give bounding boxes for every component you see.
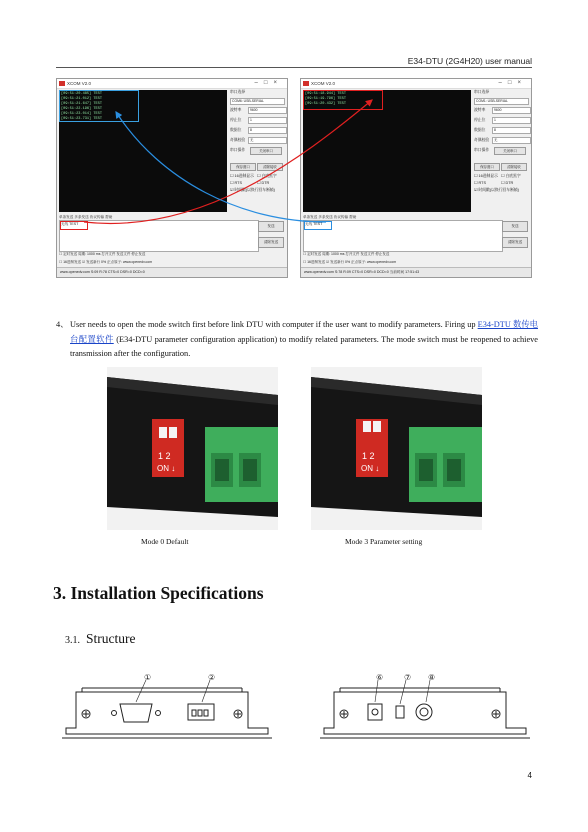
step-body (70, 318, 538, 362)
step-4-paragraph (56, 318, 538, 362)
marker-8: ⑧ (428, 673, 436, 682)
white-bg-checkbox[interactable]: ☐ 白底黑字 (257, 174, 277, 178)
clear-receive-button[interactable]: 清除接收 (501, 163, 527, 171)
mode-0-caption: Mode 0 Default (141, 537, 189, 546)
annotation-arrows (0, 0, 588, 300)
step-number: 4、 (56, 320, 69, 329)
baud-label: 波特率 (230, 108, 242, 112)
hex-display-checkbox[interactable]: ☐ 16进制显示 (474, 174, 498, 178)
switch-numbers: 1 2 (362, 451, 375, 461)
switch-icon (396, 706, 404, 718)
dtr-label: DTR (505, 181, 514, 185)
mode-3-photo (311, 367, 482, 530)
send-button[interactable]: 发送 (258, 221, 284, 232)
window-title: XCOM V2.0 (311, 81, 336, 86)
timestamp-checkbox[interactable]: ☑ 时间戳(以换行回车断帧) (474, 188, 519, 192)
timed-send-row[interactable]: ☐ 定时发送 周期: 1000 ms 打开文件 发送文件 停止发送 (59, 252, 146, 256)
rts-checkbox[interactable]: ☐ RTS (474, 181, 486, 185)
rts-label: RTS (234, 181, 242, 185)
clear-receive-button[interactable]: 清除接收 (257, 163, 283, 171)
timestamp-label: 时间戳(以换行回车断帧) (234, 188, 275, 192)
mode-3-caption: Mode 3 Parameter setting (345, 537, 423, 546)
parity-label: 奇偶校验 (230, 138, 246, 142)
white-bg-label: 白底黑字 (261, 174, 277, 178)
terminal-line: [09:51:23.014] TEST (61, 112, 102, 116)
timestamp-label: 时间戳(以换行回车断帧) (478, 188, 519, 192)
parity-select[interactable]: 无 (492, 137, 531, 144)
close-port-button[interactable]: 关闭串口 (494, 147, 526, 155)
port-operation-label: 串口操作 (230, 148, 246, 152)
close-port-button[interactable]: 关闭串口 (250, 147, 282, 155)
stop-bits-label: 停止位 (230, 118, 242, 122)
hex-display-label: 16进制显示 (234, 174, 254, 178)
port-select[interactable]: COM6: USB-SERIAL (230, 98, 285, 105)
subsection-number: 3.1. (65, 635, 80, 646)
status-bar: www.openedv.com S:78 R:09 CTS=0 DSR=0 DCD=0 当前时间 17:51:43 (301, 267, 531, 277)
clear-send-button[interactable]: 清除发送 (502, 237, 528, 248)
terminal-line: [09:51:18.944] TEST (305, 92, 346, 96)
dtr-checkbox[interactable]: ☐ DTR (501, 181, 514, 185)
subsection-title: Structure (86, 631, 136, 646)
terminal-line: [09:51:23.731] TEST (61, 117, 102, 121)
baud-select[interactable]: 9600 (248, 107, 287, 114)
data-bits-label: 数据位 (474, 128, 486, 132)
window-controls: –□× (254, 80, 283, 86)
running-header: E34-DTU (2G4H20) user manual (407, 56, 532, 66)
parity-select[interactable]: 无 (248, 137, 287, 144)
hex-display-label: 16进制显示 (478, 174, 498, 178)
rts-checkbox[interactable]: ☐ RTS (230, 181, 242, 185)
power-jack-icon (368, 704, 382, 720)
marker-1: ① (144, 673, 152, 682)
save-window-button[interactable]: 保存窗口 (230, 163, 256, 171)
baud-label: 波特率 (474, 108, 486, 112)
clear-send-button[interactable]: 清除发送 (258, 237, 284, 248)
section-number: 3. (53, 583, 67, 603)
mode-0-photo (107, 367, 278, 530)
send-tabs[interactable]: 单条发送 多条发送 协议传输 帮助 (303, 215, 357, 219)
hex-send-row[interactable]: ☐ 16进制发送 ☑ 发送新行 0% 正点原子: www.openedv.com (59, 260, 153, 264)
save-window-button[interactable]: 保存窗口 (474, 163, 500, 171)
terminal-line: [09:51:22.196] TEST (61, 107, 102, 111)
step-text-1: User needs to open the mode switch first before link DTU with computer if the user want to modify parameters. Firing up (70, 320, 478, 329)
dtr-checkbox[interactable]: ☐ DTR (257, 181, 270, 185)
terminal-line: [09:51:19.796] TEST (305, 97, 346, 101)
subsection-heading (65, 631, 136, 647)
terminal-line: [09:51:20.485] TEST (61, 92, 102, 96)
hex-send-row[interactable]: ☐ 16进制发送 ☑ 发送新行 0% 正点原子: www.openedv.com (303, 260, 397, 264)
page-number: 4 (527, 771, 532, 780)
parity-label: 奇偶校验 (474, 138, 490, 142)
timestamp-checkbox[interactable]: ☑ 时间戳(以换行回车断帧) (230, 188, 275, 192)
antenna-connector-icon (416, 704, 432, 720)
marker-7: ⑦ (404, 673, 412, 682)
data-bits-select[interactable]: 8 (248, 127, 287, 134)
switch-on-label: ON ↓ (157, 464, 176, 473)
rts-label: RTS (478, 181, 486, 185)
send-text: 无线 TEST (305, 222, 323, 226)
window-controls: –□× (498, 80, 527, 86)
switch-numbers: 1 2 (158, 451, 171, 461)
terminal-line: [09:51:20.432] TEST (305, 102, 346, 106)
stop-bits-select[interactable]: 1 (492, 117, 531, 124)
port-select[interactable]: COM1: USB-SERIAL (474, 98, 529, 105)
send-tabs[interactable]: 单条发送 多条发送 协议传输 帮助 (59, 215, 113, 219)
port-label: 串口选择 (474, 90, 490, 94)
send-text: 无线 TEST (61, 222, 79, 226)
status-bar: www.openedv.com S:09 R:78 CTS=0 DSR=0 DCD=0 (57, 267, 287, 277)
config-software-link[interactable]: E34-DTU 数传电台配置软件 (70, 320, 538, 344)
timed-send-row[interactable]: ☐ 定时发送 周期: 1000 ms 打开文件 发送文件 停止发送 (303, 252, 390, 256)
dtr-label: DTR (261, 181, 270, 185)
db9-connector-icon (120, 704, 152, 722)
baud-select[interactable]: 9600 (492, 107, 531, 114)
data-bits-label: 数据位 (230, 128, 242, 132)
terminal-line: [09:51:21.012] TEST (61, 97, 102, 101)
stop-bits-label: 停止位 (474, 118, 486, 122)
port-operation-label: 串口操作 (474, 148, 490, 152)
structure-diagram (62, 668, 532, 748)
hex-display-checkbox[interactable]: ☐ 16进制显示 (230, 174, 254, 178)
window-title: XCOM V2.0 (67, 81, 92, 86)
data-bits-select[interactable]: 8 (492, 127, 531, 134)
marker-2: ② (208, 673, 216, 682)
white-bg-label: 白底黑字 (505, 174, 521, 178)
send-button[interactable]: 发送 (502, 221, 528, 232)
red-arrow (84, 100, 372, 223)
terminal-line: [09:51:21.647] TEST (61, 102, 102, 106)
step-text-2: (E34-DTU parameter configuration application) to modify related parameters. The mode switch must be reopened to achieve transmission after the configuration. (70, 334, 538, 358)
blue-arrow (116, 112, 326, 222)
stop-bits-select[interactable]: 1 (248, 117, 287, 124)
section-title: Installation Specifications (70, 583, 264, 603)
port-label: 串口选择 (230, 90, 246, 94)
white-bg-checkbox[interactable]: ☐ 白底黑字 (501, 174, 521, 178)
switch-on-label: ON ↓ (361, 464, 380, 473)
section-heading (53, 583, 264, 604)
marker-6: ⑥ (376, 673, 384, 682)
